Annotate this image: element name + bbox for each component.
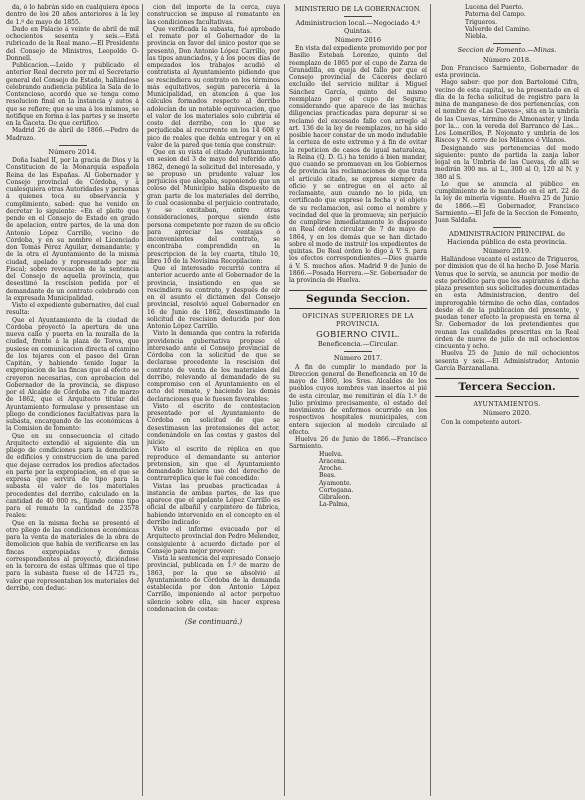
column-3 xyxy=(289,4,427,796)
paragraph: Vista la sentencia del expresado Consejo provincial, publicada en 1.º de marzo de 1863, por la que se absolvió al Ayuntamiento de Córdoba de la demanda establecida por don Antonio López Carrillo, imponiendo al actor perpetuo silencio sobre ella, sin hacer expresa condenacion de costas: xyxy=(147,555,280,613)
paragraph: Que verificada la subasta, fué aprobado el remate por el Gobernador de la provincia en favor del único postor que se presentó, Don Antonio López Carrillo, por las tipos anunciados, y á los pocos días de empezados los trabajos acudió el contratista al Ayuntamiento pidiendo que se rescindiera su contrato en los términos más equitativos, según parecería á la Municipalidad, en atencion á que los cálculos formados respecto al derribo adolecían de un notable equivocacion, que el valor de los materiales solo cubriría el costo del derribo, con lo que se perjudicaba al recurrente en los 14 608 y pico de reales que debía entregar y en el valor de la pared que tenía que construir: xyxy=(147,25,280,149)
continued-note: (Se continuará.) xyxy=(184,618,243,626)
list-item: Lucena del Puerto. xyxy=(465,4,524,11)
paragraph: Huelva 25 de Junio de mil ochocientos sesenta y seis.—El Administrador, Antonio García Barzanallana. xyxy=(435,350,579,372)
paragraph: Que en la misma fecha se presentó el otro pliego de las condiciones económicas para la venta de materiales de la obra de demolicion que había de verificarse en las fincas expropiadas y demás correspondientes al proyecto, diciéndose en la tercera de estas últimas que el tipo para la subasta fuese el de 14725 rs., valor que representaban los materiales del derribo, con deduc- xyxy=(6,519,139,592)
divider xyxy=(59,145,87,146)
divider xyxy=(493,227,521,228)
government-heading: GOBIERNO CIVIL. xyxy=(316,328,400,339)
paragraph: cion del importe de la cerca, cuya construccion se impuso al rematante en las condiciones facultativas. xyxy=(147,4,280,26)
section-heading: Tercera Seccion. xyxy=(435,378,579,397)
list-item: Ayamonte. xyxy=(319,479,352,487)
paragraph: Que el interesado recurrió contra el anterior acuerdo ante el Gobernador de la provincia, insistiendo en que se rescindiera su contrato, y después de oír en él asunto el dictámen del Consejo provincial, resolvió aquel Gobernador en 16 de Junio de 1862, desestimando la solicitud de rescision deducida por don Antonio López Carrillo. xyxy=(147,265,280,330)
town-list xyxy=(435,4,579,40)
divider xyxy=(344,16,372,17)
notice-number: Número 2014. xyxy=(48,147,97,156)
list-item: Trigueros. xyxy=(465,18,498,26)
paragraph: En vista del expediente promovido por por Basilio Esteban Lorenzo, quinto del reemplazo de 1865 por el cupo de Zarza de Granadilla, en queja del fallo por que el Consejo provincial de Cáceres declaró excluido del servicio militar á Miguel Sánchez García, quinto del mismo reemplazo por el cupo de Segura; considerando que aparece de las muchas diligencias practicadas para depurar si se reclamó del excesado fallo con arreglo al art. 136 de la ley de reemplazos, no ha sido posible hacer constar de un modo indudable la certeza de este extremo y á fin de evitar la repeticion de casos de igual naturaleza, la Reina (Q. D. G.) ha tenido á bien mandar, que cuando se promuevan en los Gobiernos de provincia las reclamaciones de que trata el artículo citado, se exprese siempre de oficio y se entregue en el acto al reclamante, aun cuando no lo pida, un certificado que exprese la fecha y el objeto de su reclamacion, así como el nombre y vecindad del que la promueva; sin perjuicio de cumplirse inmediatamente lo dispuesto en Real órden circular de 7 de mayo de 1864, y en los demás que se han dictado sobre el modo de instruir los expedientes de quintas. De Real órden lo digo á V. S. para los efectos correspondientes.—Dios guarde á V. S. muchos años. Madrid 9 de Junio de 1866.—Posada Herrera.—Sr. Gobernador de la provincia de Huelva. xyxy=(289,45,427,284)
list-item: Cortegana. xyxy=(319,486,354,494)
list-item: Beas. xyxy=(319,472,336,480)
column-1 xyxy=(6,4,139,796)
paragraph: Que el Ayuntamiento de la ciudad de Córdoba proyectó la apertura de una nueva calle y puerta en la muralla de la ciudad, frente á la plaza de Toros, que pusiese en comunicacion directa el camino de los tejares con el paseo del Gran Capitán, y habiendo tenido lugar la expropiacion de las fincas que al efecto se creyeron necesarias, con aprobacion del Gobernador de la provincia, se dispuso por el Alcalde de Córdoba en 7 de marzo de 1862, que el Arquitecto titular del Ayuntamiento formulase y presentase un pliego de condiciones facultativas para la subasta, encargando de las económicas á la Comision de fomento: xyxy=(6,316,139,433)
section-heading: Segunda Seccion. xyxy=(289,290,427,309)
list-item: Aroche. xyxy=(319,465,343,472)
town-list xyxy=(289,451,427,509)
ministry-heading: MINISTERIO DE LA GOBERNACION. xyxy=(294,5,422,13)
paragraph: Madrid 26 de abril de 1866.—Pedro de Madrazo. xyxy=(6,127,139,142)
paragraph: A fin de cumplir lo mandado por la Direccion general de Beneficencia en 10 de mayo de 1860, los Sres. Alcaldes de los pueblos cuyos nombres van insertos al pié de esta circular, me remitirán el día 1.º de Julio próximo precisamente, el estado del movimiento de enfermos ocurrido en los respectivos hospitales municipales, con entera sujecion al modelo circulado al efecto. xyxy=(289,363,427,436)
list-item: La-Palma, xyxy=(319,501,350,509)
municipal-heading: AYUNTAMIENTOS. xyxy=(473,400,541,408)
paragraph: Lo que se anuncia al público en cumplimiento de lo mandado en el art. 22 de la ley de minería vigente. Huelva 25 de Junio de 1866.—El Gobernador, Francisco Sarmiento.—El Jefe de la Seccion de Fomento, Juan Saldaña. xyxy=(435,180,579,224)
paragraph: Con la competente autori- xyxy=(441,418,522,426)
list-item: Gibraleon. xyxy=(319,494,352,501)
paragraph: Hago saber: que por don Bartolomé Cifra, vecino de esta capital, se ha presentado en el día de la fecha solicitud de registro para la mina de manganeso de dos pertenencias, con el nombre de «Las Cuevas», sita en la umbría de las Cuevas, término de Almonaster, y linda por la... con la vereda del Barranco de Las... Los Lomerillos, P. Nojonato y umbría de los Riscos y N. cerro de los Milanos ó Vilanos. xyxy=(435,79,579,145)
column-2 xyxy=(147,4,280,796)
paragraph: Don Francisco Sarmiento, Gobernador de esta provincia. xyxy=(435,64,579,79)
list-item: Niebla. xyxy=(465,33,488,40)
paragraph: Visto la demanda que contra la referida providencia gubernativa propuso el interesado ante el Consejo provincial de Córdoba con la solicitud de que se declarase procedente la rescision del contrato de venta de los materiales del derribo, relevando al demandado de su compromiso con el Ayuntamiento en el acto del remate, y haciendo las demás declaraciones que le fuesen favorables: xyxy=(147,330,280,403)
department-heading: Administracion local.—Negociado 4.º Quintas. xyxy=(295,19,421,35)
paragraph: Vistas las pruebas practicadas á instancia de ambas partes, de las que aparece que el apelante López Carrillo es oficial de albañil y carpintero de fábrica, habiendo intervenido en el concepto en el derribo indicado: xyxy=(147,482,280,526)
paragraph: da, ó lo habrán sido en cualquiera época dentro de los 20 años anteriores á la ley de 1.º de mayo de 1855. xyxy=(6,4,139,26)
notice-number: Número 2018. xyxy=(482,55,532,64)
signature-line: Huelva 26 de Junio de 1866.—Francisco Sarmiento. xyxy=(289,436,427,451)
divider xyxy=(344,351,372,352)
paragraph: Hallándose vacante el estanco de Trigueros, por dimision que de él ha hecho D. José María Venus que lo servía, se anuncia por medio de este periódico para que los aspirantes á dicha plaza presenten sus solicitudes documentadas en esta Administracion, dentro del improrogable término de ocho días, contados desde el de la publicacion del presente, y puedan tener efecto la propuesta en terna al Sr. Gobernador de los pretendientes que reunan las cualidades prescritas en la Real órden de nueve de julio de mil ochocientos cincuenta y ocho. xyxy=(435,256,579,350)
paragraph: Designando sus pertenencias del modo siguiente: punto de partida la zanja labor legal en la Umbría de las Cuevas, de allí se medirán 300 ms. al L., 300 al O, 120 al N. y 380 al S. xyxy=(435,144,579,181)
section-subheading: Seccion de Fomento.—Minas. xyxy=(457,46,557,55)
paragraph: Doña Isabel II, por la gracia de Dios y la Constitucion de la Monarquía española Reina de las Españas. Al Gobernador y Consejo provincial de Córdoba, y á cualesquiera otras Autoridades y personas á quienes toca su observancia y cumplimiento, sabed: que he venido en decretar lo siguiente: «En el pleito que pende en el Consejo de Estado en grado de apelacion, entre partes, de la una don Antonio López Carrillo, vecino de Córdoba, y en su nombre el Licenciado don Tomás Pérez Aguilar, demandante; y de la otra el Ayuntamiento de la misma ciudad, apelado y representado por mi Fiscal; sobre revocacion de la sentencia del Consejo de aquella provincia, que desestimó la rescision pedida por el demandante de un contrato celebrado con la expresada Municipalidad. xyxy=(6,157,139,302)
list-item: Huelva. xyxy=(319,450,343,458)
paragraph: Visto el escrito de contestacion presentado por el Ayuntamiento de Córdoba en solicitud de que se desestimasen las pretensiones del actor, condenándole en las costas y gastos del juicio: xyxy=(147,402,280,446)
paragraph: Visto el escrito de réplica en que reproduce el demandante su anterior pretension, sin que el Ayuntamiento demandado hiciera uso del derecho de contrarréplica que le fué concedido: xyxy=(147,446,280,483)
notice-number: Número 2017. xyxy=(333,354,383,363)
divider xyxy=(493,43,521,44)
column-4 xyxy=(435,4,579,796)
administration-heading: ADMINISTRACION PRINCIPAL de Hacienda pública de esta provincia. xyxy=(447,230,567,246)
column-rule xyxy=(284,4,285,796)
paragraph: Dado en Palacio á veinte de abril de mil ochocientos sesenta y seis.—Está rubricado de la Real mano.—El Presidente del Consejo de Ministros, Leopoldo O-Donnell. xyxy=(6,25,139,62)
circular-heading: Beneficencia.—Circular. xyxy=(317,340,399,348)
column-rule xyxy=(142,4,143,796)
notice-number: Número 2016 xyxy=(334,35,382,44)
paragraph: Publicacion.—Leido y publicado el anterior Real decreto por mí el Secretario general del Consejo de Estado, hallándose celebrando audiencia pública la Sala de lo Contencioso, acordó que se tenga como resolucion final en la instancia y autos á que se refiere; que se una á los mismos, se notifique en forma á las partes y se inserte en la Gaceta. De que certifico. xyxy=(6,62,139,127)
paragraph: Que en su consecuencia el citado Arquitecto extendió el siguiente día un pliego de condiciones para la demolicion de edificios y construccion de una pared que dejase cerrados los predios afectados en parte por la expropiacion, en el que se expresa que servirá de tipo para la subasta el valor de los materiales procedentes del derribo, calculado en la cantidad de 40 000 rs., fijando como tipo para el remate la cantidad de 23578 reales: xyxy=(6,432,139,520)
list-item: Valverde del Camino. xyxy=(465,25,531,33)
notice-number: Número 2019. xyxy=(482,246,532,255)
paragraph: Visto el expediente gubernativo, del cual resulta: xyxy=(6,302,139,317)
paragraph: Que en su vista el citado Ayuntamiento, en sesion del 3 de mayo del referido año 1862, denegó la solicitud del interesado, y se propuso un prudente valuar los perjuicios que alegaba, suponiendo que un coloso del Municipio había dispuesto de gran parte de los materiales del derribo, lo cual ocasionaba el perjuicio contratado, y se excitaban, entre otras consideraciones, porque siendo éste persona competente por razon de su oficio para apreciar las ventajas ó inconvenientes del contrato, se encontraba comprendido en la prescripcion de la ley cuarta, título 10, libro 10 de la Novísima Recopilacion: xyxy=(147,149,280,265)
office-heading: OFICINAS SUPERIORES DE LA PROVINCIA. xyxy=(302,312,414,328)
list-item: Aracena. xyxy=(319,457,347,465)
paragraph: Visto el informe evacuado por el Arquitecto provincial don Pedro Melendez, consiguiente á acuerdo dictado por el Consejo para mejor proveer: xyxy=(147,526,280,555)
list-item: Paterna del Campo. xyxy=(465,11,526,19)
column-rule xyxy=(430,4,431,796)
notice-number: Número 2020. xyxy=(482,409,532,418)
